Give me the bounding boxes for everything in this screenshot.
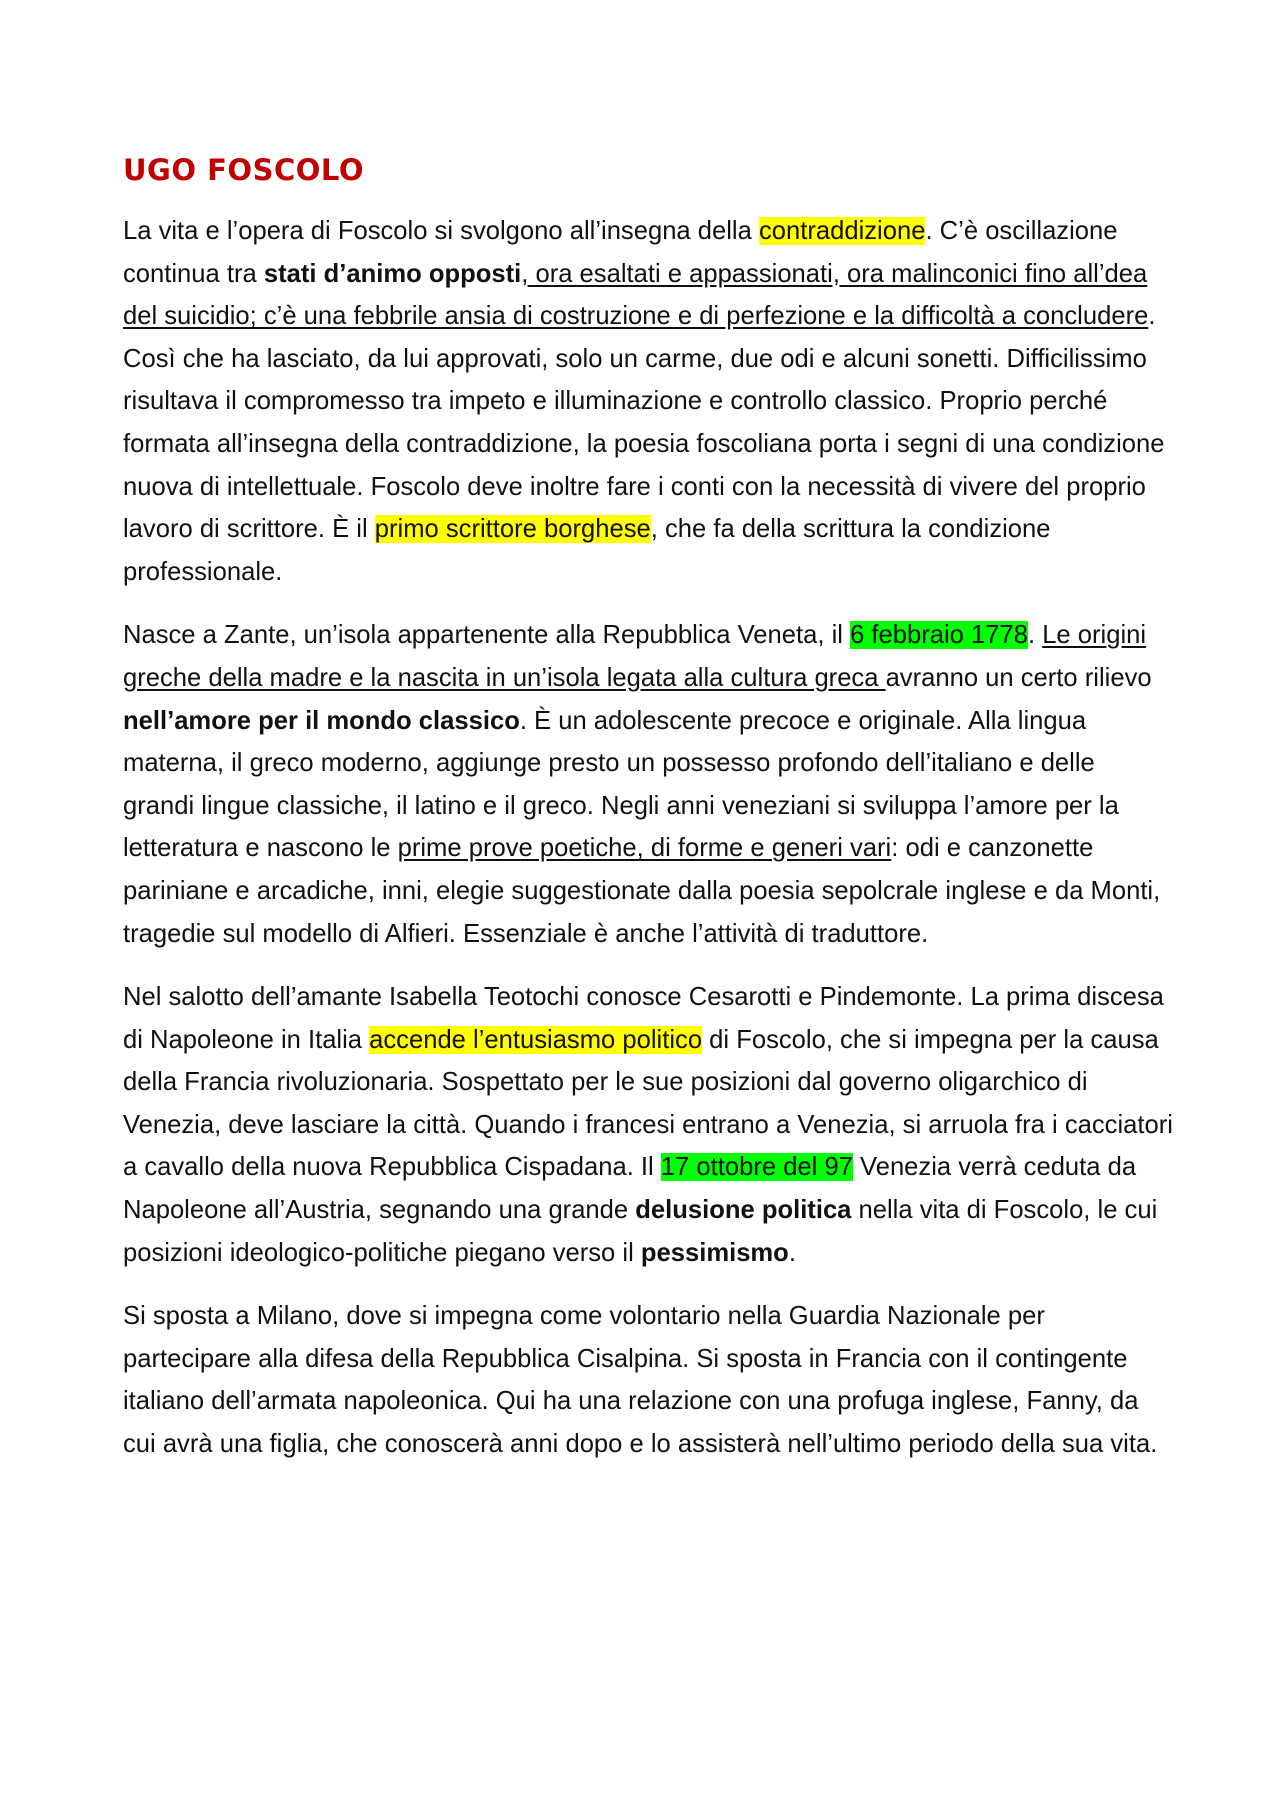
text-run: Nel salotto dell’amante Isabella Teotochi conosce Cesarotti e Pindemonte. La prima discesa di Napoleone in Italia — [123, 983, 1164, 1054]
text-run: avranno un certo rilievo — [885, 663, 1152, 692]
text-run: La vita e l’opera di Foscolo si svolgono all’insegna della — [123, 217, 759, 245]
highlight-yellow: contraddizione — [758, 217, 926, 245]
underlined-text: , ora esaltati e appassionati, ora malinconici fino all’dea del suicidio; c’è una febbrile ansia di costruzione e di perfezione e la difficoltà a concludere — [123, 259, 1149, 331]
text-run: Venezia verrà ceduta da Napoleone all’Austria, segnando una grande — [123, 1153, 1137, 1225]
text-run: di Foscolo, che si impegna per la causa della Francia rivoluzionaria. Sospettato per le sue posizioni dal governo oligarchico di Venezia, deve lasciare la città. Quando i francesi entrano a Venezia, si arruola fra i cacciatori a cavallo della nuova Repubblica Cispadana. Il — [123, 1025, 1173, 1182]
bold-text: delusione politica — [635, 1196, 852, 1225]
text-run: . È un adolescente precoce e originale. Alla lingua materna, il greco moderno, aggiunge presto un possesso profondo dell’italiano e delle grandi lingue classiche, il latino e il greco. Negli anni veneziani si sviluppa l’amore per la letteratura e nascono le — [123, 706, 1119, 863]
bold-text: stati d’animo opposti — [263, 259, 522, 288]
text-run: Si sposta a Milano, dove si impegna come volontario nella Guardia Nazionale per partecipare alla difesa della Repubblica Cisalpina. Si sposta in Francia con il contingente italiano dell’armata napoleonica. Qui ha una relazione con una profuga inglese, Fanny, da cui avrà una figlia, che conoscerà anni dopo e lo assisterà nell’ultimo periodo della sua vita. — [123, 1302, 1158, 1459]
text-run: . C’è oscillazione continua tra — [123, 217, 1118, 288]
paragraph-2 — [123, 614, 1173, 955]
text-run: . — [1027, 621, 1043, 650]
highlight-yellow: primo scrittore borghese — [374, 515, 651, 544]
text-run: . Così che ha lasciato, da lui approvati, solo un carme, due odi e alcuni sonetti. Difficilissimo risultava il compromesso tra impeto e illuminazione e controllo classico. Proprio perché formata all’insegna della contraddizione, la poesia foscoliana porta i segni di una condizione nuova di intellettuale. Foscolo deve inoltre fare i conti con la necessità di vivere del proprio lavoro di scrittore. È il — [123, 302, 1165, 544]
underlined-text: prime prove poetiche, di forme e generi vari — [397, 834, 892, 863]
bold-text: pessimismo — [640, 1238, 789, 1267]
text-run: , che fa della scrittura la condizione professionale. — [123, 515, 1051, 586]
text-run: Nasce a Zante, un’isola appartenente alla Repubblica Veneta, il — [123, 621, 851, 650]
bold-text: nell’amore per il mondo classico — [123, 706, 520, 735]
paragraph-1 — [123, 210, 1173, 593]
document-page — [123, 148, 1173, 1487]
highlight-green: 17 ottobre del 97 — [660, 1153, 853, 1182]
text-run: . — [788, 1238, 796, 1267]
paragraph-3 — [123, 976, 1173, 1274]
text-run: : odi e canzonette pariniane e arcadiche, inni, elegie suggestionate dalla poesia sepolcrale inglese e da Monti, tragedie sul modello di Alfieri. Essenziale è anche l’attività di traduttore. — [123, 834, 1161, 948]
text-run: nella vita di Foscolo, le cui posizioni ideologico-politiche piegano verso il — [123, 1196, 1158, 1267]
paragraph-4 — [123, 1295, 1173, 1465]
page-title: UGO FOSCOLO — [123, 153, 364, 187]
highlight-green: 6 febbraio 1778 — [850, 621, 1028, 650]
highlight-yellow: accende l’entusiasmo politico — [369, 1025, 703, 1054]
underlined-text: Le origini greche della madre e la nascita in un’isola legata alla cultura greca — [123, 621, 1147, 692]
